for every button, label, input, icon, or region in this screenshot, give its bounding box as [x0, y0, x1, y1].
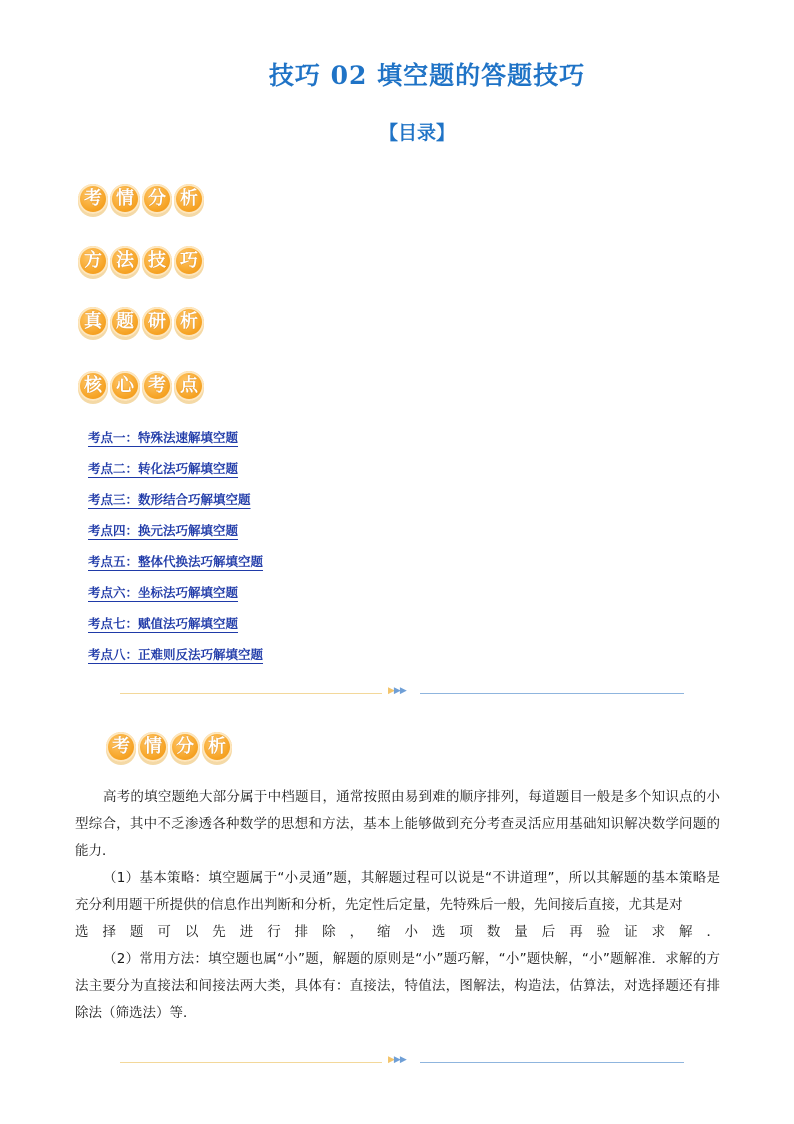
badge-char: 考: [142, 371, 172, 401]
divider-line-right: [420, 693, 684, 694]
toc-link[interactable]: 考点五：整体代换法巧解填空题: [88, 554, 264, 569]
toc-link[interactable]: 考点八：正难则反法巧解填空题: [88, 647, 264, 662]
toc-link[interactable]: 考点一：特殊法速解填空题: [88, 430, 239, 445]
toc-link[interactable]: 考点四：换元法巧解填空题: [88, 523, 239, 538]
badge-kaoqing-toc[interactable]: [78, 184, 206, 214]
badge-char: 真: [78, 307, 108, 337]
divider-arrows-icon: ▶▶▶: [388, 1055, 406, 1065]
badge-fangfa-toc[interactable]: [78, 246, 206, 276]
toc-link[interactable]: 考点三：数形结合巧解填空题: [88, 492, 251, 507]
toc-link[interactable]: 考点六：坐标法巧解填空题: [88, 585, 239, 600]
badge-char: 情: [110, 184, 140, 214]
analysis-paragraph-3: （2）常用方法：填空题也属“小”题，解题的原则是“小”题巧解，“小”题快解，“小”题解准．求解的方法主要分为直接法和间接法两大类，具体有：直接法，特值法，图解法，构造法，估算法，对选择题还有排除法（筛选法）等．: [75, 951, 720, 1021]
section-divider: [120, 686, 684, 698]
badge-char: 核: [78, 371, 108, 401]
divider-arrows-icon: ▶▶▶: [388, 686, 406, 696]
badge-char: 情: [138, 732, 168, 762]
badge-kaoqing-heading: [106, 732, 234, 762]
badge-char: 题: [110, 307, 140, 337]
document-title: 技巧 02 填空题的答题技巧: [268, 61, 586, 90]
badge-char: 析: [202, 732, 232, 762]
badge-zhenti-toc[interactable]: [78, 307, 206, 337]
badge-char: 研: [142, 307, 172, 337]
badge-char: 分: [170, 732, 200, 762]
badge-char: 分: [142, 184, 172, 214]
divider-line-left: [120, 693, 382, 694]
section-divider-bottom: [120, 1055, 684, 1067]
badge-hexin-toc[interactable]: [78, 371, 206, 401]
badge-char: 方: [78, 246, 108, 276]
toc-list: [88, 428, 263, 676]
toc-link[interactable]: 考点二：转化法巧解填空题: [88, 461, 239, 476]
analysis-paragraph-2-last-line: 选择题可以先进行排除，缩小选项数量后再验证求解．: [75, 924, 720, 940]
divider-line-left: [120, 1062, 382, 1063]
analysis-paragraph-2: （1）基本策略：填空题属于“小灵通”题，其解题过程可以说是“不讲道理”，所以其解题的基本策略是充分利用题干所提供的信息作出判断和分析，先定性后定量，先特殊后一般，先间接后直接，尤其是对: [75, 870, 720, 913]
badge-char: 点: [174, 371, 204, 401]
divider-line-right: [420, 1062, 684, 1063]
badge-char: 考: [78, 184, 108, 214]
toc-link[interactable]: 考点七：赋值法巧解填空题: [88, 616, 239, 631]
badge-char: 析: [174, 184, 204, 214]
badge-char: 法: [110, 246, 140, 276]
badge-char: 考: [106, 732, 136, 762]
toc-label: 【目录】: [378, 122, 455, 144]
analysis-paragraph-1: 高考的填空题绝大部分属于中档题目，通常按照由易到难的顺序排列，每道题目一般是多个知识点的小型综合，其中不乏渗透各种数学的思想和方法，基本上能够做到充分考查灵活应用基础知识解决数学问题的能力．: [75, 789, 720, 859]
badge-char: 巧: [174, 246, 204, 276]
badge-char: 技: [142, 246, 172, 276]
badge-char: 心: [110, 371, 140, 401]
badge-char: 析: [174, 307, 204, 337]
